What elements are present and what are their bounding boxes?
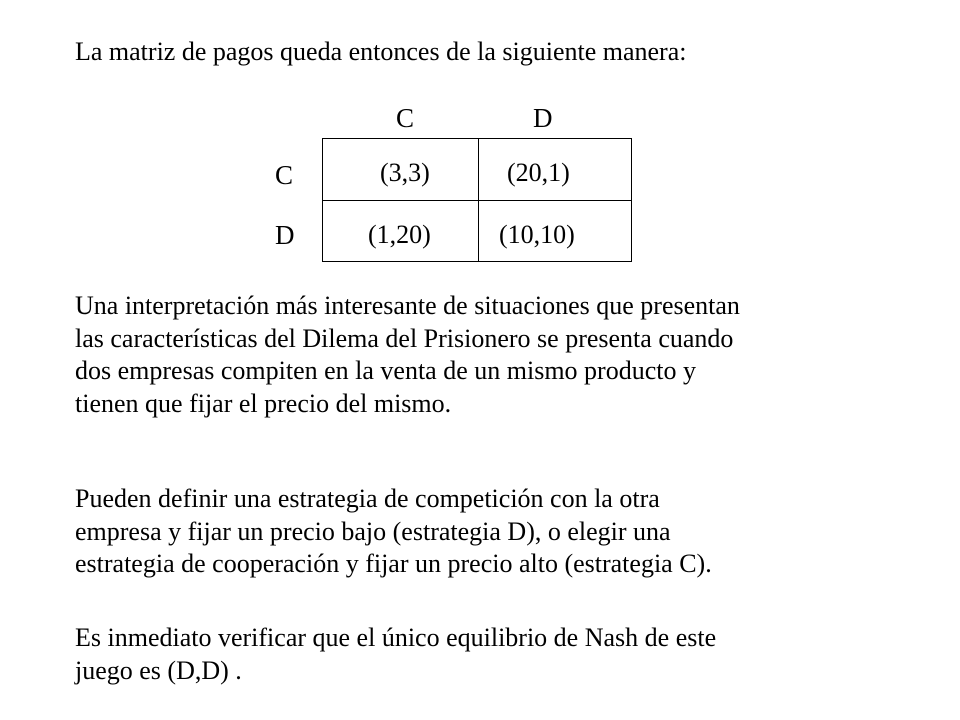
column-label-c: C xyxy=(396,103,415,133)
row-label-d: D xyxy=(275,220,295,250)
paragraph-line: Es inmediato verificar que el único equilibrio de Nash de este xyxy=(75,623,717,652)
paragraph-line: empresa y fijar un precio bajo (estrategia D), o elegir una xyxy=(75,516,671,546)
paragraph-line: dos empresas compiten en la venta de un mismo producto y xyxy=(75,356,696,385)
paragraph-line: juego es (D,D) . xyxy=(75,655,242,685)
matrix-cell-dd: (10,10) xyxy=(499,220,575,249)
matrix-cell-cc: (3,3) xyxy=(380,158,430,187)
paragraph-nash-equilibrium xyxy=(75,622,716,687)
paragraph-line: estrategia de cooperación y fijar un precio alto (estrategia C). xyxy=(75,549,712,578)
paragraph-interpretation xyxy=(75,290,740,420)
paragraph-line: las características del Dilema del Prisionero se presenta cuando xyxy=(75,323,734,353)
paragraph-line: Una interpretación más interesante de situaciones que presentan xyxy=(75,291,740,320)
matrix-cell-cd: (20,1) xyxy=(507,158,570,187)
paragraph-line: tienen que fijar el precio del mismo. xyxy=(75,388,452,418)
column-label-d: D xyxy=(533,103,553,133)
row-label-c: C xyxy=(275,160,294,190)
matrix-horizontal-divider xyxy=(322,200,632,201)
matrix-cell-dc: (1,20) xyxy=(368,220,431,249)
paragraph-strategies xyxy=(75,483,712,581)
paragraph-line: Pueden definir una estrategia de competición con la otra xyxy=(75,484,660,513)
intro-text: La matriz de pagos queda entonces de la siguiente manera: xyxy=(75,37,687,66)
